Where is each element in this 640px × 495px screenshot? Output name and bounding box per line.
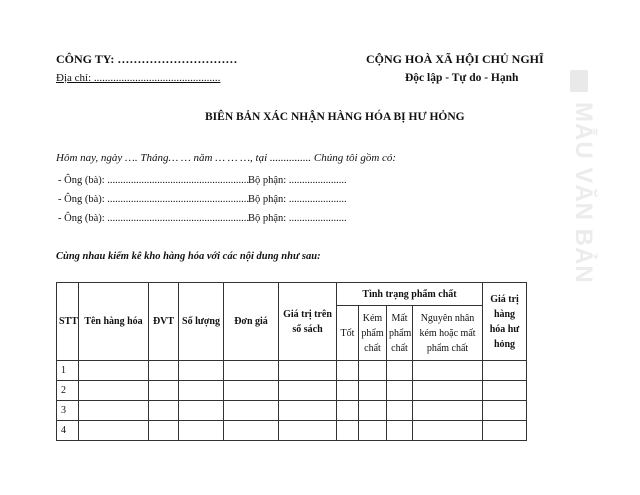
row-number: 2	[57, 381, 79, 401]
header-poor: Kém phẩm chất	[359, 306, 387, 361]
header-good: Tốt	[337, 306, 359, 361]
header-unit: ĐVT	[149, 283, 179, 361]
watermark	[562, 70, 597, 284]
watermark-text: MẪU VĂN BẢN	[570, 102, 597, 284]
row-number: 3	[57, 401, 79, 421]
header-qty: Số lượng	[179, 283, 224, 361]
table-row	[57, 421, 527, 441]
person-name-3: - Ông (bà): ......................................................	[58, 213, 250, 224]
person-name-2: - Ông (bà): ......................................................	[58, 194, 250, 205]
header-name: Tên hàng hóa	[79, 283, 149, 361]
person-dept-3: Bộ phận: ......................	[248, 213, 347, 224]
header-book-value: Giá trị trên sổ sách	[279, 283, 337, 361]
person-name-1: - Ông (bà): ......................................................	[58, 175, 250, 186]
address-line: Địa chỉ: ..............................................	[56, 72, 221, 84]
header-lost: Mất phẩm chất	[387, 306, 413, 361]
person-dept-2: Bộ phận: ......................	[248, 194, 347, 205]
person-line-2	[58, 194, 347, 205]
header-quality-group: Tình trạng phẩm chất	[337, 283, 483, 306]
intro-line: Hôm nay, ngày …. Tháng… … năm … … …, tại ............... Chúng tôi gồm có:	[56, 152, 397, 164]
watermark-logo-icon	[570, 70, 588, 92]
agreement-line: Cùng nhau kiểm kê kho hàng hóa với các nội dung như sau:	[56, 251, 321, 262]
person-line-3	[58, 213, 347, 224]
person-dept-1: Bộ phận: ......................	[248, 175, 347, 186]
company-line: CÔNG TY: …………………………	[56, 52, 238, 66]
goods-table	[56, 282, 527, 441]
header-reason: Nguyên nhân kém hoặc mất phẩm chất	[413, 306, 483, 361]
document-title: BIÊN BẢN XÁC NHẬN HÀNG HÓA BỊ HƯ HỎNG	[205, 111, 465, 123]
national-title: CỘNG HOÀ XÃ HỘI CHỦ NGHĨ	[366, 52, 544, 66]
national-motto: Độc lập - Tự do - Hạnh	[405, 72, 519, 84]
header-stt: STT	[57, 283, 79, 361]
row-number: 1	[57, 361, 79, 381]
table-row	[57, 381, 527, 401]
person-line-1	[58, 175, 347, 186]
row-number: 4	[57, 421, 79, 441]
header-price: Đơn giá	[224, 283, 279, 361]
header-damaged-value: Giá trị hàng hóa hư hỏng	[483, 283, 527, 361]
table-row	[57, 361, 527, 381]
table-row	[57, 401, 527, 421]
